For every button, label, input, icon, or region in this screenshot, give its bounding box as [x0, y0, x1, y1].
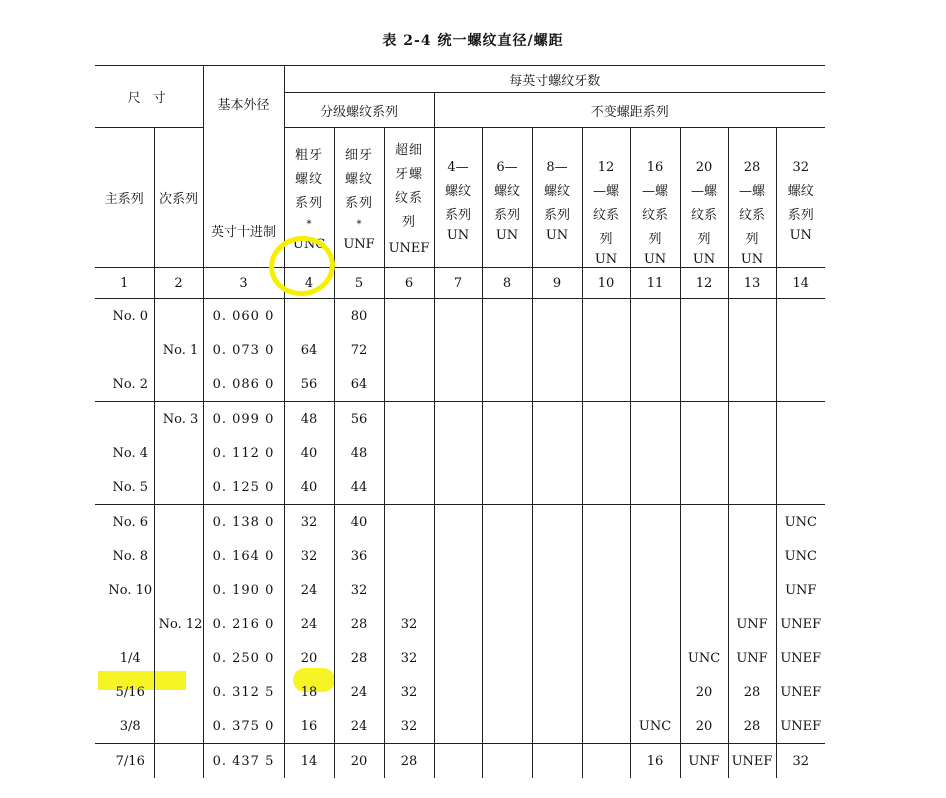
col-header-unc: 粗牙螺纹系列 * UNC — [284, 128, 334, 268]
table-cell — [434, 299, 482, 334]
col-header-unef: 超细牙螺纹系列 UNEF — [384, 128, 434, 268]
table-cell — [482, 744, 532, 779]
table-cell: 32 — [284, 539, 334, 573]
table-cell — [630, 573, 680, 607]
table-cell: 40 — [334, 505, 384, 540]
col-number: 9 — [532, 268, 582, 299]
table-cell: 56 — [334, 402, 384, 437]
table-cell — [434, 470, 482, 505]
table-cell — [630, 505, 680, 540]
table-cell: 36 — [334, 539, 384, 573]
table-cell: 24 — [284, 573, 334, 607]
col-number: 1 — [95, 268, 154, 299]
table-cell: 32 — [384, 675, 434, 709]
table-cell: UNEF — [776, 709, 825, 744]
table-cell: No. 5 — [95, 470, 154, 505]
table-cell: 20 — [334, 744, 384, 779]
table-cell: 32 — [384, 607, 434, 641]
table-cell — [728, 470, 776, 505]
table-cell — [680, 333, 728, 367]
primary-series-header: 主系列 — [95, 128, 154, 268]
table-cell — [776, 299, 825, 334]
table-cell — [728, 299, 776, 334]
table-cell — [384, 436, 434, 470]
table-cell — [95, 402, 154, 437]
table-cell: No. 8 — [95, 539, 154, 573]
table-cell: No. 12 — [154, 607, 203, 641]
column-number-row — [95, 268, 825, 299]
table-cell: UNC — [630, 709, 680, 744]
table-cell — [728, 436, 776, 470]
table-cell — [532, 573, 582, 607]
threads-per-inch-header: 每英寸螺纹牙数 — [284, 66, 825, 93]
table-cell — [532, 744, 582, 779]
table-cell — [776, 333, 825, 367]
table-cell — [384, 402, 434, 437]
table-cell: 40 — [284, 436, 334, 470]
col-number: 5 — [334, 268, 384, 299]
table-cell — [582, 607, 630, 641]
table-cell — [532, 709, 582, 744]
table-cell — [434, 709, 482, 744]
table-cell: 20 — [284, 641, 334, 675]
table-cell: 32 — [384, 709, 434, 744]
table-cell — [154, 299, 203, 334]
table-cell — [384, 573, 434, 607]
table-cell: 14 — [284, 744, 334, 779]
table-cell — [680, 607, 728, 641]
table-cell — [532, 641, 582, 675]
table-cell — [482, 505, 532, 540]
table-cell — [630, 641, 680, 675]
table-cell — [482, 333, 532, 367]
table-cell — [384, 367, 434, 402]
table-cell: 28 — [334, 607, 384, 641]
table-cell: 1/4 — [95, 641, 154, 675]
table-cell — [482, 641, 532, 675]
table-cell: 24 — [334, 675, 384, 709]
thread-table — [95, 65, 825, 778]
table-cell: 72 — [334, 333, 384, 367]
table-cell — [154, 436, 203, 470]
col-header-4un: 4—螺纹系列 UN — [434, 128, 482, 268]
table-cell — [482, 539, 532, 573]
table-row — [95, 470, 825, 505]
table-cell — [532, 675, 582, 709]
table-cell: 20 — [680, 675, 728, 709]
col-number: 6 — [384, 268, 434, 299]
table-cell — [154, 573, 203, 607]
col-header-8un: 8—螺纹系列 UN — [532, 128, 582, 268]
table-cell — [582, 299, 630, 334]
table-cell — [434, 744, 482, 779]
table-cell: UNF — [680, 744, 728, 779]
table-cell — [284, 299, 334, 334]
table-cell: UNC — [776, 539, 825, 573]
table-cell — [532, 539, 582, 573]
table-cell — [434, 367, 482, 402]
table-cell: UNF — [728, 641, 776, 675]
table-cell: 0. 073 0 — [203, 333, 284, 367]
table-cell: 0. 216 0 — [203, 607, 284, 641]
table-cell — [434, 505, 482, 540]
table-cell — [482, 607, 532, 641]
table-cell: UNEF — [776, 641, 825, 675]
col-number: 13 — [728, 268, 776, 299]
table-row — [95, 299, 825, 334]
table-cell — [728, 539, 776, 573]
col-header-28un: 28—螺纹系列 UN — [728, 128, 776, 268]
table-cell — [532, 470, 582, 505]
table-cell — [482, 436, 532, 470]
table-row — [95, 367, 825, 402]
table-row — [95, 539, 825, 573]
col-header-20un: 20—螺纹系列 UN — [680, 128, 728, 268]
table-cell — [680, 436, 728, 470]
table-cell — [776, 436, 825, 470]
table-cell: 40 — [284, 470, 334, 505]
table-cell — [154, 367, 203, 402]
col-number: 14 — [776, 268, 825, 299]
table-cell — [680, 299, 728, 334]
table-cell — [728, 573, 776, 607]
table-cell: 0. 086 0 — [203, 367, 284, 402]
table-cell — [154, 709, 203, 744]
table-cell — [532, 436, 582, 470]
table-cell: 28 — [384, 744, 434, 779]
table-cell — [776, 470, 825, 505]
table-cell: UNC — [680, 641, 728, 675]
table-cell: UNF — [728, 607, 776, 641]
table-cell: 48 — [334, 436, 384, 470]
table-cell — [532, 299, 582, 334]
table-cell: 18 — [284, 675, 334, 709]
table-cell — [384, 470, 434, 505]
table-cell: 48 — [284, 402, 334, 437]
table-cell — [582, 333, 630, 367]
table-cell: 0. 138 0 — [203, 505, 284, 540]
table-cell — [434, 539, 482, 573]
table-cell — [532, 333, 582, 367]
table-cell — [434, 402, 482, 437]
table-cell: 0. 312 5 — [203, 675, 284, 709]
table-row — [95, 333, 825, 367]
table-cell — [582, 505, 630, 540]
table-cell — [532, 505, 582, 540]
table-cell — [532, 607, 582, 641]
table-cell: 32 — [284, 505, 334, 540]
table-cell — [532, 402, 582, 437]
table-cell — [680, 573, 728, 607]
table-cell: UNF — [776, 573, 825, 607]
table-cell — [630, 675, 680, 709]
col-header-12un: 12—螺纹系列 UN — [582, 128, 630, 268]
table-cell: 64 — [284, 333, 334, 367]
table-cell — [95, 607, 154, 641]
col-number: 8 — [482, 268, 532, 299]
table-cell — [582, 367, 630, 402]
table-row — [95, 675, 825, 709]
table-cell: 56 — [284, 367, 334, 402]
table-cell — [680, 470, 728, 505]
col-number: 12 — [680, 268, 728, 299]
table-cell: 32 — [384, 641, 434, 675]
table-cell: UNEF — [776, 607, 825, 641]
table-cell — [482, 299, 532, 334]
table-cell — [154, 675, 203, 709]
table-cell — [582, 641, 630, 675]
table-cell — [680, 367, 728, 402]
table-body — [95, 299, 825, 779]
table-row — [95, 573, 825, 607]
table-cell — [482, 709, 532, 744]
col-header-unf: 细牙螺纹系列 * UNF — [334, 128, 384, 268]
table-cell — [630, 333, 680, 367]
secondary-series-header: 次系列 — [154, 128, 203, 268]
table-cell — [434, 607, 482, 641]
table-cell: 0. 190 0 — [203, 573, 284, 607]
table-cell — [680, 539, 728, 573]
table-cell: 0. 437 5 — [203, 744, 284, 779]
table-cell — [728, 367, 776, 402]
table-cell: No. 3 — [154, 402, 203, 437]
table-row — [95, 402, 825, 437]
table-row — [95, 607, 825, 641]
table-cell: 7/16 — [95, 744, 154, 779]
table-cell: 44 — [334, 470, 384, 505]
table-cell — [434, 573, 482, 607]
basic-diameter-header: 基本外径 英寸十进制 — [203, 66, 284, 268]
table-cell — [776, 367, 825, 402]
table-cell: 28 — [728, 709, 776, 744]
table-cell — [582, 709, 630, 744]
table-cell — [582, 573, 630, 607]
col-header-32un: 32螺纹系列 UN — [776, 128, 825, 268]
table-cell — [582, 539, 630, 573]
table-cell: 0. 164 0 — [203, 539, 284, 573]
table-cell — [154, 539, 203, 573]
table-cell: 20 — [680, 709, 728, 744]
table-row — [95, 744, 825, 779]
table-cell — [582, 436, 630, 470]
table-cell — [482, 573, 532, 607]
table-cell — [630, 299, 680, 334]
table-cell: 64 — [334, 367, 384, 402]
col-header-6un: 6—螺纹系列 UN — [482, 128, 532, 268]
table-row — [95, 505, 825, 540]
table-cell — [95, 333, 154, 367]
table-cell — [582, 744, 630, 779]
table-cell — [630, 470, 680, 505]
table-cell: 32 — [776, 744, 825, 779]
table-cell: 0. 375 0 — [203, 709, 284, 744]
col-number: 11 — [630, 268, 680, 299]
table-cell: UNEF — [776, 675, 825, 709]
col-header-16un: 16—螺纹系列 UN — [630, 128, 680, 268]
table-cell: No. 6 — [95, 505, 154, 540]
table-title: 表 2-4 统一螺纹直径/螺距 — [382, 33, 564, 49]
col-number: 3 — [203, 268, 284, 299]
table-cell: UNEF — [728, 744, 776, 779]
table-cell — [434, 675, 482, 709]
table-cell — [384, 299, 434, 334]
table-cell — [728, 402, 776, 437]
table-cell: No. 4 — [95, 436, 154, 470]
table-cell — [434, 641, 482, 675]
table-cell — [154, 744, 203, 779]
col-number: 4 — [284, 268, 334, 299]
table-cell — [630, 607, 680, 641]
table-cell: 0. 099 0 — [203, 402, 284, 437]
table-cell: No. 0 — [95, 299, 154, 334]
table-cell — [154, 505, 203, 540]
table-cell — [154, 470, 203, 505]
table-cell: 24 — [284, 607, 334, 641]
table-cell: UNC — [776, 505, 825, 540]
table-cell: 0. 112 0 — [203, 436, 284, 470]
table-cell — [384, 505, 434, 540]
table-cell — [384, 333, 434, 367]
table-cell — [582, 402, 630, 437]
table-cell: 16 — [284, 709, 334, 744]
table-cell — [680, 402, 728, 437]
table-cell — [680, 505, 728, 540]
table-cell: 0. 250 0 — [203, 641, 284, 675]
table-cell: 28 — [334, 641, 384, 675]
col-number: 7 — [434, 268, 482, 299]
size-header: 尺 寸 — [95, 66, 203, 128]
table-cell — [482, 402, 532, 437]
table-row — [95, 641, 825, 675]
table-row — [95, 436, 825, 470]
table-cell — [482, 367, 532, 402]
table-cell: 24 — [334, 709, 384, 744]
table-cell: 3/8 — [95, 709, 154, 744]
table-cell — [630, 539, 680, 573]
table-cell — [776, 402, 825, 437]
constant-pitch-header: 不变螺距系列 — [434, 93, 825, 128]
table-cell — [582, 470, 630, 505]
table-cell: No. 1 — [154, 333, 203, 367]
table-cell — [482, 675, 532, 709]
table-cell: 80 — [334, 299, 384, 334]
table-cell — [630, 367, 680, 402]
table-cell — [630, 436, 680, 470]
table-cell — [532, 367, 582, 402]
graded-series-header: 分级螺纹系列 — [284, 93, 434, 128]
table-cell: 0. 125 0 — [203, 470, 284, 505]
table-cell: 16 — [630, 744, 680, 779]
table-cell — [482, 470, 532, 505]
table-row — [95, 709, 825, 744]
table-cell — [582, 675, 630, 709]
table-cell: No. 2 — [95, 367, 154, 402]
table-cell: No. 10 — [95, 573, 154, 607]
table-cell: 0. 060 0 — [203, 299, 284, 334]
table-cell — [154, 641, 203, 675]
col-number: 10 — [582, 268, 630, 299]
table-cell — [384, 539, 434, 573]
table-cell — [434, 436, 482, 470]
table-cell — [728, 505, 776, 540]
table-cell: 32 — [334, 573, 384, 607]
table-cell — [434, 333, 482, 367]
table-cell — [630, 402, 680, 437]
table-cell — [728, 333, 776, 367]
table-cell: 28 — [728, 675, 776, 709]
table-cell: 5/16 — [95, 675, 154, 709]
col-number: 2 — [154, 268, 203, 299]
